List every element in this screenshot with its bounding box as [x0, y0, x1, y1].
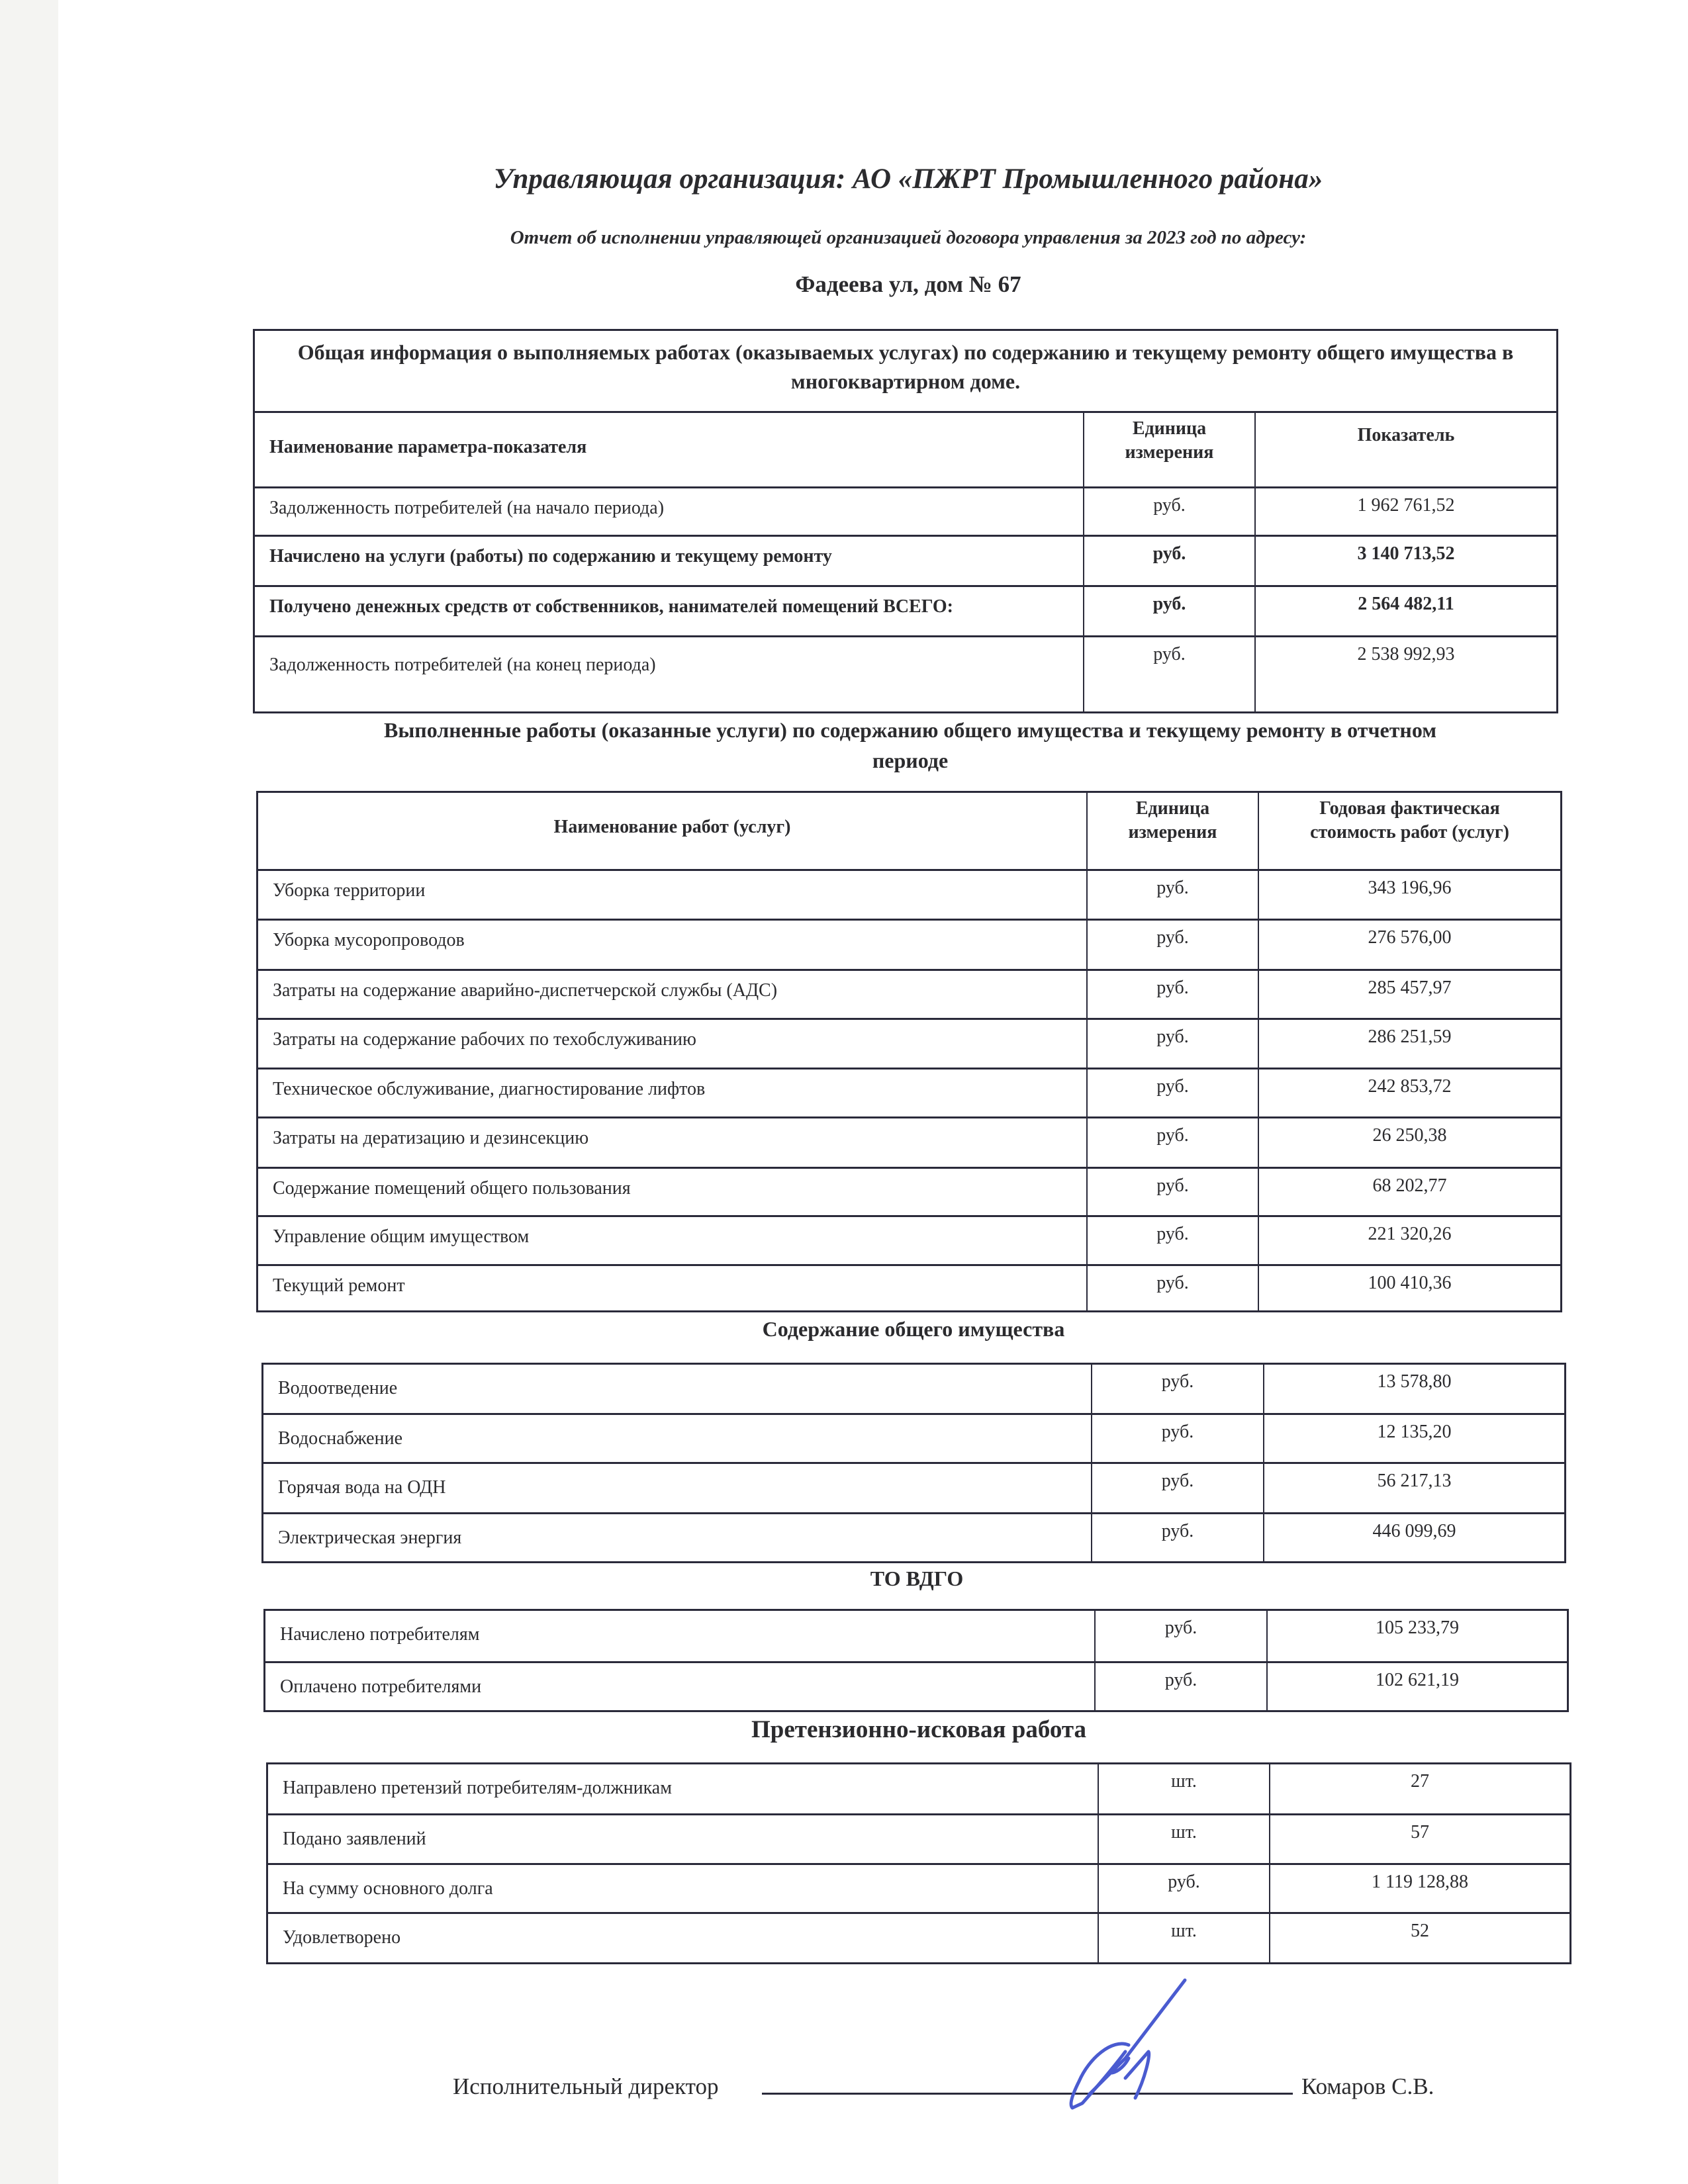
row-label: Содержание помещений общего пользования: [273, 1178, 631, 1199]
row-label: Техническое обслуживание, диагностирование лифтов: [273, 1079, 706, 1099]
row-value: 2 564 482,11: [1254, 587, 1556, 635]
row-value: 26 250,38: [1258, 1118, 1560, 1167]
table-header-row: [255, 411, 1556, 486]
row-unit: руб.: [1086, 1118, 1258, 1167]
row-label: Задолженность потребителей (на конец периода): [269, 655, 656, 675]
row-label: Начислено потребителям: [280, 1624, 480, 1645]
row-value: 27: [1269, 1764, 1570, 1813]
table-row: [258, 1264, 1560, 1310]
row-unit: руб.: [1086, 1069, 1258, 1116]
report-subtitle: Отчет об исполнении управляющей организацией договора управления за 2023 год по адресу:: [510, 227, 1307, 248]
row-value: 286 251,59: [1258, 1020, 1560, 1068]
table-row: [255, 535, 1556, 585]
claims-title: Претензионно-исковая работа: [751, 1716, 1086, 1743]
signatory-position: Исполнительный директор: [453, 2073, 719, 2099]
works-table: [256, 791, 1562, 1312]
table-row: [258, 919, 1560, 969]
row-value: 446 099,69: [1263, 1514, 1564, 1561]
row-unit: шт.: [1098, 1914, 1269, 1962]
row-unit: руб.: [1091, 1415, 1263, 1462]
row-label: Направлено претензий потребителям-должникам: [283, 1778, 672, 1798]
row-label: Горячая вода на ОДН: [278, 1477, 446, 1498]
row-unit: руб.: [1098, 1865, 1269, 1912]
table-row: [258, 1167, 1560, 1215]
table-row: [255, 635, 1556, 711]
row-unit: руб.: [1094, 1611, 1266, 1661]
works-title-line2: периоде: [872, 749, 949, 772]
row-label: Удовлетворено: [283, 1927, 401, 1948]
row-label: Уборка мусоропроводов: [273, 930, 465, 950]
table-header-row: [258, 793, 1560, 869]
org-title: Управляющая организация: АО «ПЖРТ Промышленного района»: [493, 163, 1323, 195]
general-info-title: Общая информация о выполняемых работах (оказываемых услугах) по содержанию и текущему ремонту общего имущества в многоквартирном доме.: [297, 340, 1514, 393]
column-header: Наименование параметра-показателя: [269, 437, 587, 457]
row-label: Подано заявлений: [283, 1829, 426, 1849]
row-unit: руб.: [1083, 537, 1254, 585]
row-label: На сумму основного долга: [283, 1878, 493, 1899]
table-row: [258, 1068, 1560, 1116]
table-row: [258, 1018, 1560, 1068]
row-label: Управление общим имуществом: [273, 1226, 530, 1247]
row-value: 343 196,96: [1258, 871, 1560, 919]
row-label: Водоснабжение: [278, 1428, 403, 1449]
table-row: [258, 1116, 1560, 1167]
vdgo-table: [263, 1609, 1569, 1712]
row-unit: руб.: [1083, 488, 1254, 535]
row-label: Задолженность потребителей (на начало периода): [269, 498, 665, 518]
row-unit: руб.: [1086, 921, 1258, 969]
row-unit: руб.: [1083, 637, 1254, 711]
row-value: 2 538 992,93: [1254, 637, 1556, 711]
row-value: 57: [1269, 1815, 1570, 1863]
column-header: Показатель: [1254, 413, 1556, 486]
row-label: Получено денежных средств от собственников, нанимателей помещений ВСЕГО:: [269, 596, 953, 617]
row-unit: руб.: [1086, 1217, 1258, 1264]
handwritten-signature-icon: [1053, 1972, 1205, 2118]
column-header: Единица измерения: [1083, 413, 1254, 486]
row-label: Начислено на услуги (работы) по содержанию и текущему ремонту: [269, 546, 832, 567]
row-unit: руб.: [1091, 1514, 1263, 1561]
table-row: [263, 1512, 1564, 1561]
row-label: Затраты на содержание аварийно-диспетчерской службы (АДС): [273, 980, 778, 1001]
claims-table: [266, 1762, 1571, 1964]
address: Фадеева ул, дом № 67: [795, 271, 1021, 297]
row-unit: руб.: [1086, 1020, 1258, 1068]
row-unit: руб.: [1091, 1464, 1263, 1512]
works-section-title: [255, 715, 1566, 776]
row-value: 1 119 128,88: [1269, 1865, 1570, 1912]
row-unit: руб.: [1086, 971, 1258, 1018]
row-value: 100 410,36: [1258, 1266, 1560, 1310]
vdgo-title: ТО ВДГО: [870, 1567, 964, 1590]
row-unit: руб.: [1086, 1169, 1258, 1215]
row-unit: шт.: [1098, 1764, 1269, 1813]
row-label: Электрическая энергия: [278, 1527, 462, 1548]
row-unit: руб.: [1091, 1365, 1263, 1413]
row-unit: руб.: [1083, 587, 1254, 635]
row-value: 276 576,00: [1258, 921, 1560, 969]
row-unit: руб.: [1086, 1266, 1258, 1310]
row-value: 52: [1269, 1914, 1570, 1962]
table-row: [268, 1912, 1570, 1962]
row-value: 12 135,20: [1263, 1415, 1564, 1462]
row-value: 56 217,13: [1263, 1464, 1564, 1512]
row-label: Оплачено потребителями: [280, 1676, 482, 1697]
table-row: [263, 1462, 1564, 1512]
table-row: [268, 1764, 1570, 1813]
table-row: [258, 1215, 1560, 1264]
row-label: Текущий ремонт: [273, 1275, 405, 1296]
scan-edge: [0, 0, 58, 2184]
row-value: 68 202,77: [1258, 1169, 1560, 1215]
signatory-name: Комаров С.В.: [1301, 2073, 1434, 2099]
table-row: [255, 585, 1556, 635]
row-label: Затраты на дератизацию и дезинсекцию: [273, 1128, 589, 1148]
table-row: [268, 1863, 1570, 1912]
common-property-table: [261, 1363, 1566, 1563]
row-value: 285 457,97: [1258, 971, 1560, 1018]
general-info-table: [253, 329, 1558, 713]
common-property-title: Содержание общего имущества: [762, 1317, 1065, 1341]
row-label: Уборка территории: [273, 880, 426, 901]
table-row: [265, 1661, 1567, 1710]
table-row: [255, 486, 1556, 535]
row-value: 221 320,26: [1258, 1217, 1560, 1264]
row-value: 1 962 761,52: [1254, 488, 1556, 535]
row-unit: руб.: [1086, 871, 1258, 919]
row-unit: шт.: [1098, 1815, 1269, 1863]
table-row: [258, 869, 1560, 919]
column-header: Единица измерения: [1086, 793, 1258, 869]
column-header: Годовая фактическая стоимость работ (услуг): [1258, 793, 1560, 869]
row-unit: руб.: [1094, 1663, 1266, 1710]
row-label: Затраты на содержание рабочих по техобслуживанию: [273, 1029, 696, 1050]
row-value: 3 140 713,52: [1254, 537, 1556, 585]
signature-line: [762, 2093, 1293, 2095]
row-value: 13 578,80: [1263, 1365, 1564, 1413]
table-row: [258, 969, 1560, 1018]
row-value: 242 853,72: [1258, 1069, 1560, 1116]
row-value: 102 621,19: [1266, 1663, 1567, 1710]
works-title-line1: Выполненные работы (оказанные услуги) по содержанию общего имущества и текущему ремонту в отчетном: [383, 718, 1437, 742]
column-header: Наименование работ (услуг): [553, 817, 791, 837]
row-value: 105 233,79: [1266, 1611, 1567, 1661]
table-row: [263, 1365, 1564, 1413]
table-row: [268, 1813, 1570, 1863]
table-row: [263, 1413, 1564, 1462]
row-label: Водоотведение: [278, 1378, 398, 1398]
table-row: [265, 1611, 1567, 1661]
